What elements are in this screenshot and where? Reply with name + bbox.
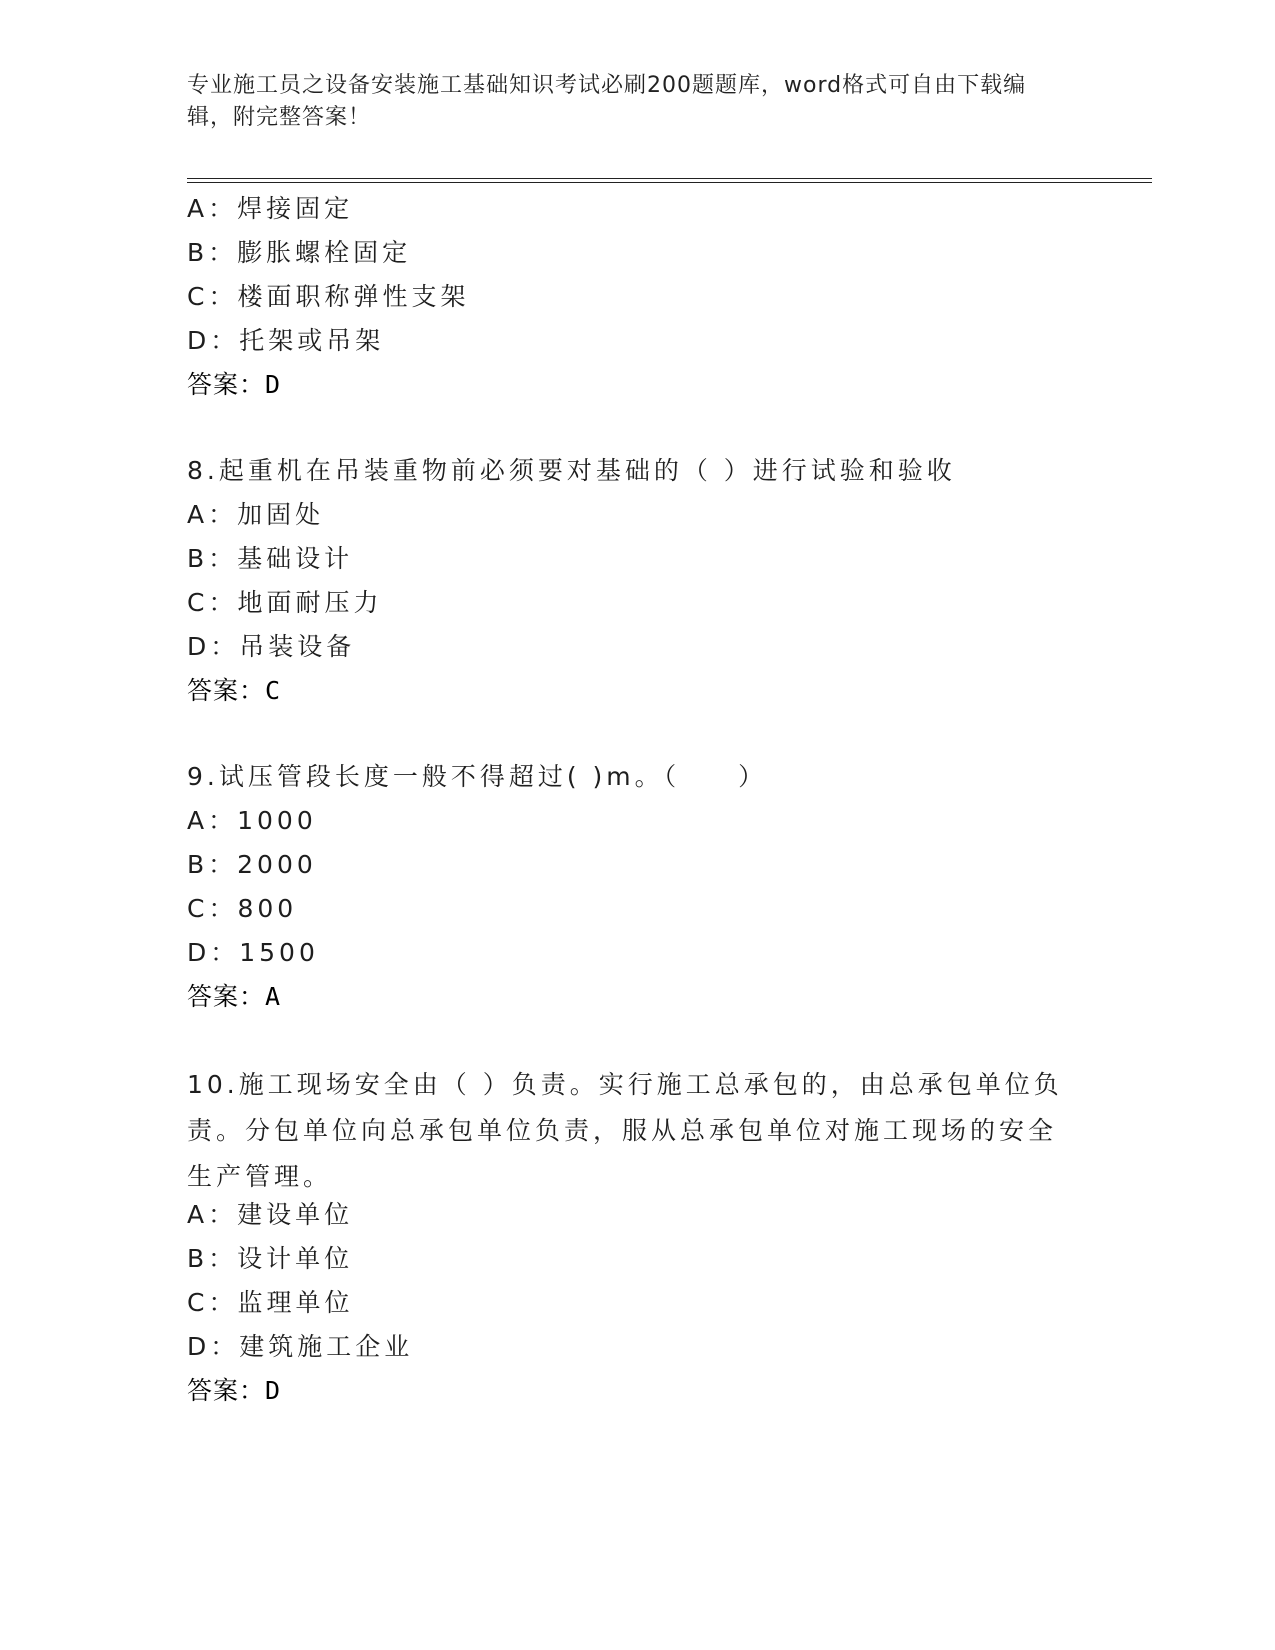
q8-option-b: B：基础设计	[187, 544, 354, 573]
q9-question: 9.试压管段长度一般不得超过( )m。（ ）	[187, 762, 768, 791]
q8-option-d: D：吊装设备	[187, 632, 356, 661]
q7-option-b: B：膨胀螺栓固定	[187, 238, 412, 267]
q9-option-b: B：2000	[187, 850, 317, 879]
q8-question: 8.起重机在吊装重物前必须要对基础的（ ）进行试验和验收	[187, 456, 956, 485]
q10-option-b: B：设计单位	[187, 1244, 354, 1273]
q8-option-c: C：地面耐压力	[187, 588, 383, 617]
q7-option-d: D：托架或吊架	[187, 326, 385, 355]
q10-question: 10.施工现场安全由（ ）负责。实行施工总承包的，由总承包单位负责。分包单位向总承包单位负责，服从总承包单位对施工现场的安全生产管理。	[187, 1070, 1063, 1191]
q8-answer: 答案：C	[187, 676, 282, 705]
document-title: 专业施工员之设备安装施工基础知识考试必刷200题题库，word格式可自由下载编辑，附完整答案！	[187, 73, 1027, 130]
header-divider-top	[187, 178, 1152, 179]
q10-option-c: C：监理单位	[187, 1288, 354, 1317]
q9-option-c: C：800	[187, 894, 298, 923]
q8-option-a: A：加固处	[187, 500, 325, 529]
q10-option-d: D：建筑施工企业	[187, 1332, 414, 1361]
q9-answer: 答案：A	[187, 982, 282, 1011]
q7-option-c: C：楼面职称弹性支架	[187, 282, 470, 311]
q7-answer: 答案：D	[187, 370, 282, 399]
header-divider-bottom	[187, 182, 1152, 183]
q9-option-d: D：1500	[187, 938, 319, 967]
q9-option-a: A：1000	[187, 806, 317, 835]
q7-option-a: A：焊接固定	[187, 194, 354, 223]
q10-answer: 答案：D	[187, 1376, 282, 1405]
q10-option-a: A：建设单位	[187, 1200, 354, 1229]
